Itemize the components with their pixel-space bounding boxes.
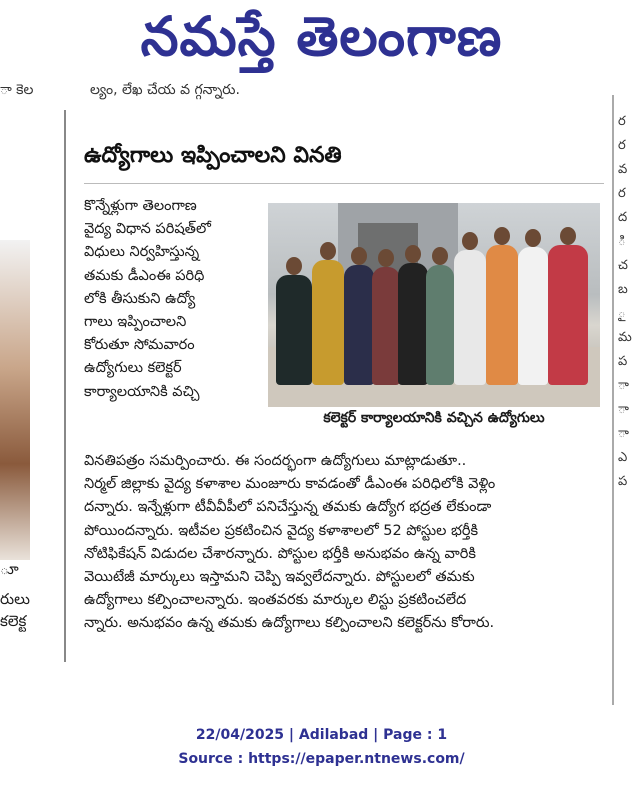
newspaper-logo-title: నమస్తే తెలంగాణ xyxy=(140,5,503,68)
right-fragment: ా xyxy=(618,402,629,417)
person-figure xyxy=(426,265,454,385)
body-line: ఉద్యోగులు కలెక్టర్ xyxy=(84,360,182,377)
article-body-full xyxy=(84,450,604,636)
headline-divider xyxy=(84,183,604,184)
adjacent-photo-fragment xyxy=(0,240,30,560)
body-line: వెయిటేజీ మార్కులు ఇస్తామని చెప్పి ఇవ్వలేదన్నారు. పోస్టులలో తమకు xyxy=(84,569,475,586)
body-line: విధులు నిర్వహిస్తున్న xyxy=(84,244,200,261)
right-fragment: మ xyxy=(618,330,632,345)
body-line: గాలు ఇప్పించాలని xyxy=(84,314,187,331)
right-fragment: ద xyxy=(618,210,628,225)
right-fragment: ప xyxy=(618,354,628,369)
left-fragment-2: రులు xyxy=(0,590,30,608)
body-line: నిర్మల్ జిల్లాకు వైద్య కళాశాల మంజూరు కావడంతో డీఎంఈ పరిధిలోకి వెళ్లిం xyxy=(84,476,496,493)
body-line: కార్యాలయానికి వచ్చి xyxy=(84,383,200,400)
column-divider-left xyxy=(64,110,66,662)
person-figure xyxy=(518,247,548,385)
right-fragment: చ xyxy=(618,258,628,273)
cut-text-top-middle: ల్యం, లేఖ చేయ వ గ్గన్నారు. xyxy=(90,82,240,98)
body-line: వినతిపత్రం సమర్పించారు. ఈ సందర్భంగా ఉద్యోగులు మాట్లాడుతూ.. xyxy=(84,453,467,469)
source-link[interactable]: Source : https://epaper.ntnews.com/ xyxy=(178,751,465,767)
body-line: కోరుతూ సోమవారం xyxy=(84,337,195,354)
left-fragment-1: ూ xyxy=(0,560,19,578)
right-column-fragment xyxy=(618,110,643,690)
person-figure xyxy=(372,267,400,385)
body-line: తమకు డీఎంఈ పరిధి xyxy=(84,267,205,284)
body-line: ఉద్యోగాలు కల్పించాలన్నారు. ఇంతవరకు మార్కుల లిస్టు ప్రకటించలేద xyxy=(84,592,467,609)
masthead xyxy=(0,0,643,80)
photo-caption: కలెక్టర్ కార్యాలయానికి వచ్చిన ఉద్యోగులు xyxy=(323,410,545,426)
right-fragment: ా xyxy=(618,426,629,441)
right-fragment: ర xyxy=(618,114,626,129)
person-figure xyxy=(398,263,428,385)
cut-text-top-left: ా కెల xyxy=(0,82,34,98)
right-fragment: ర xyxy=(618,138,626,153)
article-body-narrow xyxy=(84,195,264,404)
person-figure xyxy=(276,275,312,385)
person-figure xyxy=(548,245,588,385)
right-fragment: ా xyxy=(618,378,629,393)
article-photo xyxy=(268,203,600,407)
body-line: వైద్య విధాన పరిషత్‌లో xyxy=(84,221,211,238)
right-fragment: బ xyxy=(618,282,628,297)
right-fragment: ర xyxy=(618,186,626,201)
body-line: పోయిందన్నారు. ఇటీవల ప్రకటించిన వైద్య కళాశాలలో 52 పోస్టుల భర్తీకి xyxy=(84,522,479,539)
right-fragment: ి xyxy=(618,234,626,249)
body-line: నోటిఫికేషన్ విడుదల చేశారన్నారు. పోస్టుల భర్తీకి అనుభవం ఉన్న వారికి xyxy=(84,545,476,562)
person-figure xyxy=(454,250,486,385)
person-figure xyxy=(344,265,374,385)
left-fragment-3: కలెక్ట xyxy=(0,612,27,630)
edition-info: 22/04/2025 | Adilabad | Page : 1 xyxy=(195,727,448,743)
body-line: న్నారు. అనుభవం ఉన్న తమకు ఉద్యోగాలు కల్పించాలని కలెక్టర్‌ను కోరారు. xyxy=(84,615,495,632)
body-line: దన్నారు. ఇన్నేళ్లుగా టీవీవీపీలో పనిచేస్తున్న తమకు ఉద్యోగ భద్రత లేకుండా xyxy=(84,499,492,516)
person-figure xyxy=(312,260,344,385)
body-line: కొన్నేళ్లుగా తెలంగాణ xyxy=(84,198,197,214)
right-fragment: ౖ xyxy=(618,306,626,321)
body-line: లోకి తీసుకుని ఉద్యో xyxy=(84,290,196,307)
right-fragment: ఎ xyxy=(618,450,628,465)
column-divider-right xyxy=(612,95,614,705)
person-figure xyxy=(486,245,518,385)
right-fragment: ప xyxy=(618,474,628,489)
right-fragment: వ xyxy=(618,162,628,177)
article-headline: ఉద్యోగాలు ఇప్పించాలని వినతి xyxy=(84,143,342,168)
